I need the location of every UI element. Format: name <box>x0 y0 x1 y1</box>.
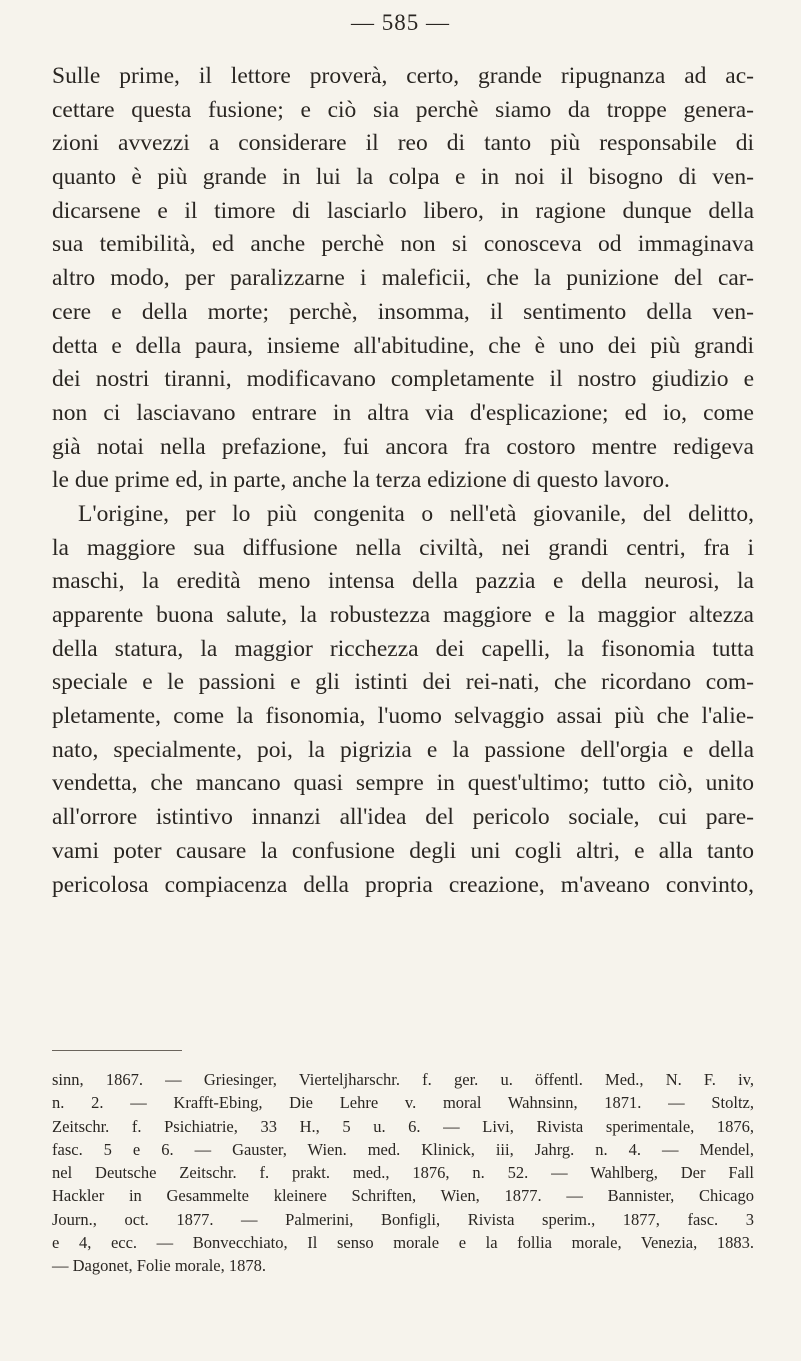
text-line: non ci lasciavano entrare in altra via d'esplicazione; ed io, come <box>52 399 754 426</box>
text-line: cere e della morte; perchè, insomma, il sentimento della ven- <box>52 298 754 325</box>
text-line: cettare questa fusione; e ciò sia perchè siamo da troppe genera- <box>52 96 754 123</box>
text-line: la maggiore sua diffusione nella civiltà, nei grandi centri, fra i <box>52 534 754 561</box>
text-line: Sulle prime, il lettore proverà, certo, grande ripugnanza ad ac- <box>52 63 754 89</box>
footnote-line: nel Deutsche Zeitschr. f. prakt. med., 1876, n. 52. — Wahlberg, Der Fall <box>52 1163 754 1183</box>
footnote-line: Zeitschr. f. Psichiatrie, 33 H., 5 u. 6. — Livi, Rivista sperimentale, 1876, <box>52 1116 754 1136</box>
footnote-line: fasc. 5 e 6. — Gauster, Wien. med. Klinick, iii, Jahrg. n. 4. — Mendel, <box>52 1139 754 1159</box>
text-line: quanto è più grande in lui la colpa e in noi il bisogno di ven- <box>52 164 754 191</box>
text-line: pericolosa compiacenza della propria creazione, m'aveano convinto, <box>52 871 754 898</box>
text-line: sua temibilità, ed anche perchè non si conosceva od immaginava <box>52 231 754 258</box>
text-line: vendetta, che mancano quasi sempre in quest'ultimo; tutto ciò, unito <box>52 770 754 797</box>
text-line: della statura, la maggior ricchezza dei capelli, la fisonomia tutta <box>52 635 754 662</box>
text-line: dicarsene e il timore di lasciarlo libero, in ragione dunque della <box>52 197 754 224</box>
text-line: L'origine, per lo più congenita o nell'età giovanile, del delitto, <box>78 500 754 527</box>
footnote-line: e 4, ecc. — Bonvecchiato, Il senso morale e la follia morale, Venezia, 1883. <box>52 1233 754 1253</box>
footnotes <box>52 1068 754 1278</box>
text-line: detta e della paura, insieme all'abitudine, che è uno dei più grandi <box>52 332 754 359</box>
text-line: nato, specialmente, poi, la pigrizia e la passione dell'orgia e della <box>52 736 754 763</box>
text-line: le due prime ed, in parte, anche la terza edizione di questo lavoro. <box>52 467 670 494</box>
footnote-line: — Dagonet, Folie morale, 1878. <box>52 1256 267 1276</box>
text-line: apparente buona salute, la robustezza maggiore e la maggior altezza <box>52 602 754 628</box>
text-line: dei nostri tiranni, modificavano completamente il nostro giudizio e <box>52 366 754 393</box>
text-line: vami poter causare la confusione degli uni cogli altri, e alla tanto <box>52 837 754 864</box>
footnote-line: Hackler in Gesammelte kleinere Schriften, Wien, 1877. — Bannister, Chicago <box>52 1186 754 1206</box>
page-number: — 585 — <box>351 10 450 35</box>
text-line: zioni avvezzi a considerare il reo di tanto più responsabile di <box>52 130 754 157</box>
text-line: altro modo, per paralizzarne i maleficii, che la punizione del car- <box>52 265 754 292</box>
text-line: speciale e le passioni e gli istinti dei rei-nati, che ricordano com- <box>52 669 754 696</box>
text-line: pletamente, come la fisonomia, l'uomo selvaggio assai più che l'alie- <box>52 703 754 730</box>
footnote-line: sinn, 1867. — Griesinger, Vierteljharschr. f. ger. u. öffentl. Med., N. F. iv, <box>52 1070 754 1089</box>
footnote-separator <box>52 1050 182 1051</box>
text-line: già notai nella prefazione, fui ancora fra costoro mentre redigeva <box>52 433 754 460</box>
text-line: maschi, la eredità meno intensa della pazzia e della neurosi, la <box>52 568 754 595</box>
text-line: all'orrore istintivo innanzi all'idea del pericolo sociale, cui pare- <box>52 804 754 831</box>
main-text <box>52 60 754 902</box>
footnote-line: n. 2. — Krafft-Ebing, Die Lehre v. moral Wahnsinn, 1871. — Stoltz, <box>52 1093 754 1113</box>
footnote-line: Journ., oct. 1877. — Palmerini, Bonfigli, Rivista sperim., 1877, fasc. 3 <box>52 1209 754 1229</box>
